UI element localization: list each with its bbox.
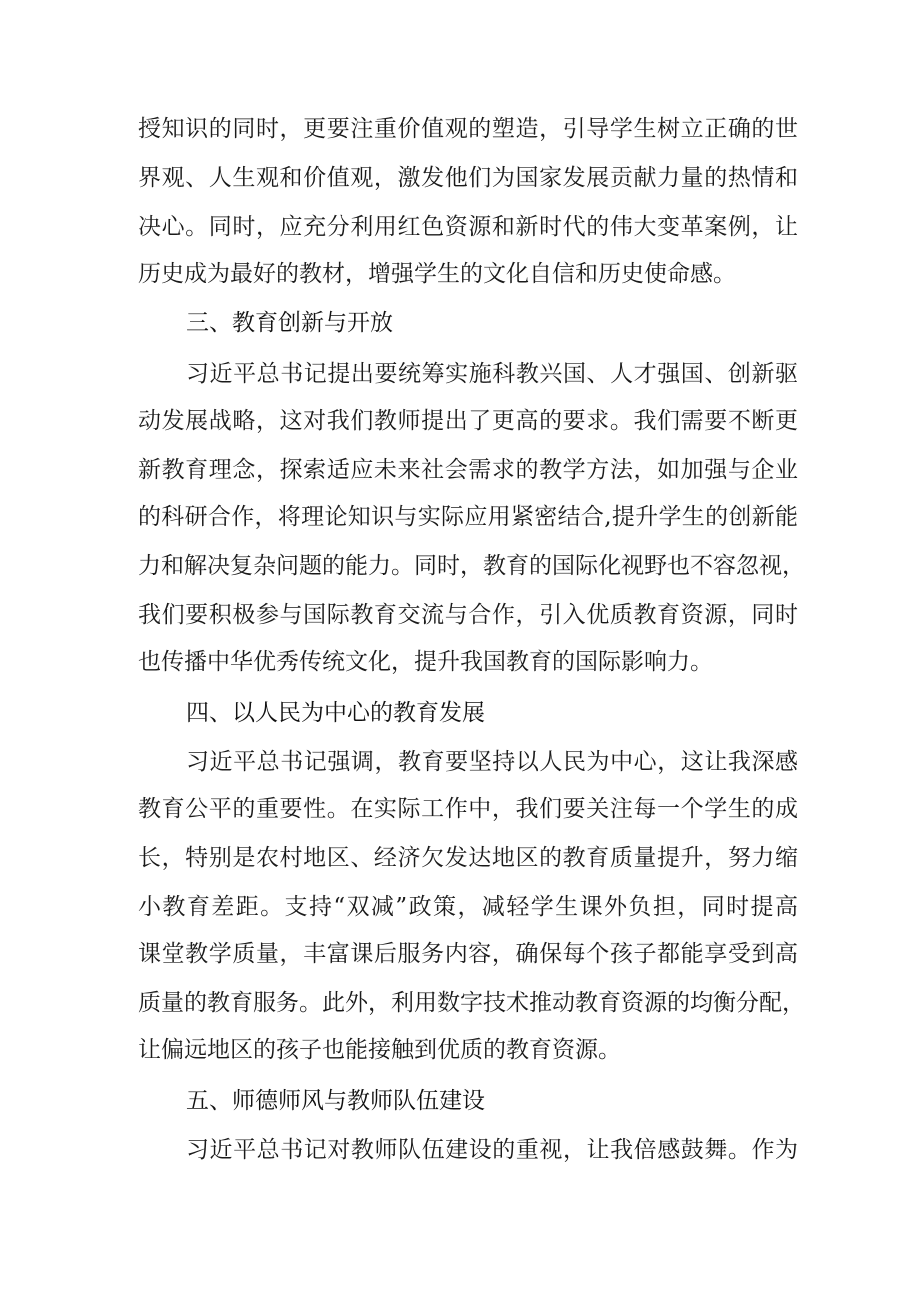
paragraph-line: 我们要积极参与国际教育交流与合作，引入优质教育资源，同时 — [138, 602, 798, 628]
paragraph-line: 界观、人生观和价值观，激发他们为国家发展贡献力量的热情和 — [138, 165, 798, 191]
paragraph-line: 动发展战略，这对我们教师提出了更高的要求。我们需要不断更 — [138, 408, 798, 434]
paragraph-line: 力和解决复杂问题的能力。同时，教育的国际化视野也不容忽视， — [138, 553, 805, 579]
paragraph-line: 的科研合作，将理论知识与实际应用紧密结合,提升学生的创新能 — [138, 504, 798, 530]
paragraph-line: 质量的教育服务。此外，利用数字技术推动教育资源的均衡分配， — [138, 990, 805, 1016]
section-heading: 三、教育创新与开放 — [186, 310, 393, 336]
paragraph-line: 长，特别是农村地区、经济欠发达地区的教育质量提升，努力缩 — [138, 845, 798, 871]
section-heading: 四、以人民为中心的教育发展 — [186, 700, 485, 726]
paragraph-line: 习近平总书记对教师队伍建设的重视，让我倍感鼓舞。作为 — [186, 1137, 798, 1163]
paragraph-line: 教育公平的重要性。在实际工作中，我们要关注每一个学生的成 — [138, 796, 798, 822]
paragraph-line: 也传播中华优秀传统文化，提升我国教育的国际影响力。 — [138, 649, 713, 675]
paragraph-line: 新教育理念，探索适应未来社会需求的教学方法，如加强与企业 — [138, 457, 798, 483]
paragraph-line: 决心。同时，应充分利用红色资源和新时代的伟大变革案例，让 — [138, 214, 798, 240]
section-heading: 五、师德师风与教师队伍建设 — [186, 1088, 485, 1114]
paragraph-line: 让偏远地区的孩子也能接触到优质的教育资源。 — [138, 1037, 621, 1063]
paragraph-line: 习近平总书记强调，教育要坚持以人民为中心，这让我深感 — [186, 749, 798, 775]
paragraph-line: 历史成为最好的教材，增强学生的文化自信和历史使命感。 — [138, 261, 736, 287]
paragraph-line: 习近平总书记提出要统筹实施科教兴国、人才强国、创新驱 — [186, 361, 798, 387]
paragraph-line: 课堂教学质量，丰富课后服务内容，确保每个孩子都能享受到高 — [138, 941, 798, 967]
paragraph-line: 授知识的同时，更要注重价值观的塑造，引导学生树立正确的世 — [138, 116, 798, 142]
paragraph-line: 小教育差距。支持“双减”政策，减轻学生课外负担，同时提高 — [138, 894, 798, 920]
